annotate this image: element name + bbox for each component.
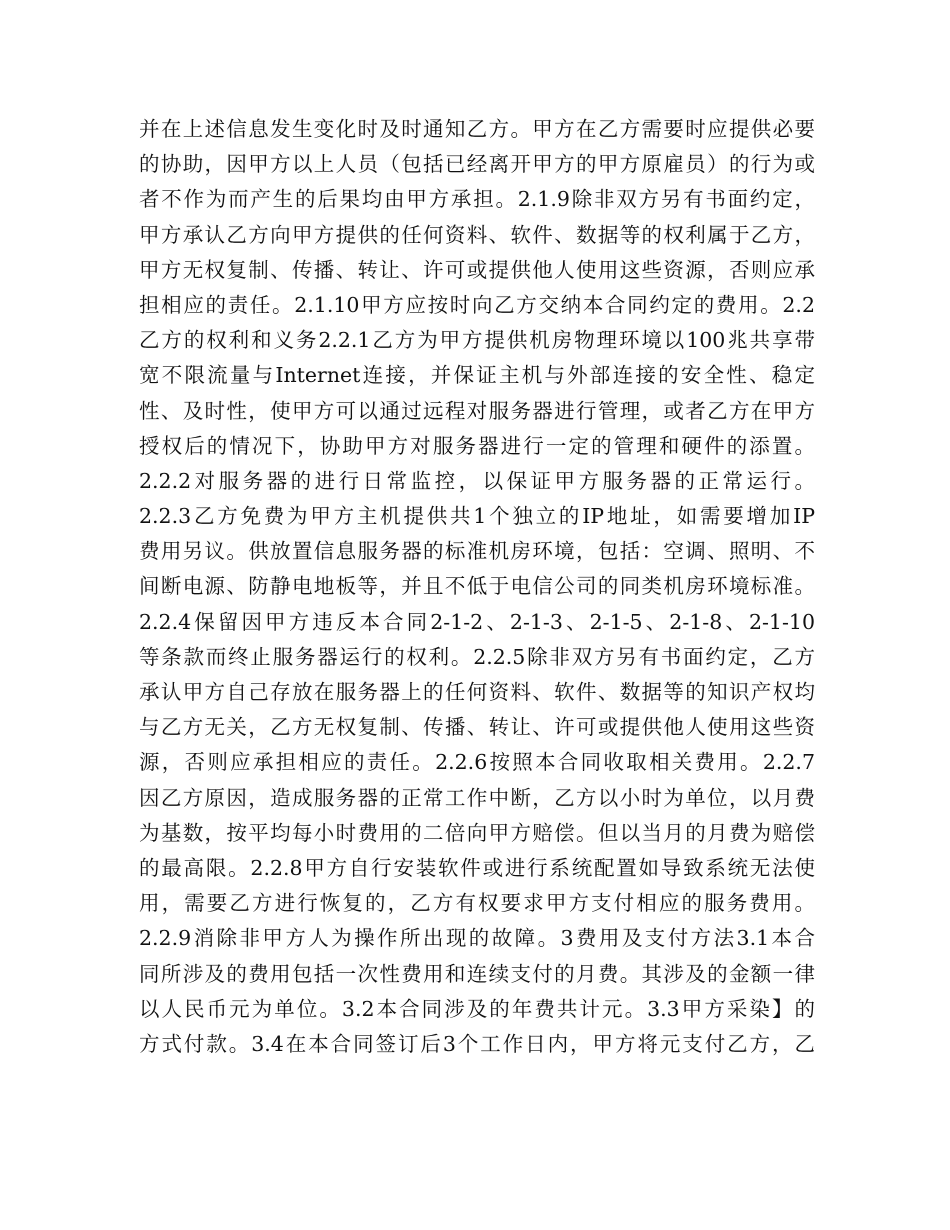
- text-line-10: 授权后的情况下，协助甲方对服务器进行一定的管理和硬件的添置。: [139, 433, 815, 458]
- text-line-21: 为基数，按平均每小时费用的二倍向甲方赔偿。但以当月的月费为赔偿: [139, 820, 815, 845]
- text-line-14: 间断电源、防静电地板等，并且不低于电信公司的同类机房环境标准。: [139, 574, 815, 599]
- text-line-5: 甲方无权复制、传播、转让、许可或提供他人使用这些资源，否则应承: [139, 257, 815, 282]
- text-line-13: 费用另议。供放置信息服务器的标准机房环境，包括：空调、照明、不: [139, 539, 815, 564]
- text-line-18: 与乙方无关，乙方无权复制、传播、转让、许可或提供他人使用这些资: [139, 715, 815, 740]
- text-line-6: 担相应的责任。2.1.10甲方应按时向乙方交纳本合同约定的费用。2.2: [139, 292, 815, 317]
- text-line-4: 甲方承认乙方向甲方提供的任何资料、软件、数据等的权利属于乙方，: [139, 222, 815, 247]
- text-line-12: 2.2.3乙方免费为甲方主机提供共1个独立的IP地址，如需要增加IP: [139, 504, 815, 529]
- text-line-27: 方式付款。3.4在本合同签订后3个工作日内，甲方将元支付乙方，乙: [139, 1031, 815, 1056]
- text-line-26: 以人民币元为单位。3.2本合同涉及的年费共计元。3.3甲方采染】的: [139, 996, 815, 1021]
- text-line-23: 用，需要乙方进行恢复的，乙方有权要求甲方支付相应的服务费用。: [139, 891, 815, 916]
- text-line-15: 2.2.4保留因甲方违反本合同2-1-2、2-1-3、2-1-5、2-1-8、2-1-10: [139, 609, 815, 634]
- text-line-1: 并在上述信息发生变化时及时通知乙方。甲方在乙方需要时应提供必要: [139, 117, 815, 141]
- text-line-17: 承认甲方自己存放在服务器上的任何资料、软件、数据等的知识产权均: [139, 680, 815, 704]
- text-line-24: 2.2.9消除非甲方人为操作所出现的故障。3费用及支付方法3.1本合: [139, 926, 815, 951]
- text-line-11: 2.2.2对服务器的进行日常监控，以保证甲方服务器的正常运行。: [139, 468, 815, 493]
- text-line-22: 的最高限。2.2.8甲方自行安装软件或进行系统配置如导致系统无法使: [139, 855, 815, 880]
- text-line-2: 的协助，因甲方以上人员（包括已经离开甲方的甲方原雇员）的行为或: [139, 152, 815, 177]
- text-line-7: 乙方的权利和义务2.2.1乙方为甲方提供机房物理环境以100兆共享带: [139, 328, 815, 353]
- text-line-25: 同所涉及的费用包括一次性费用和连续支付的月费。其涉及的金额一律: [139, 961, 815, 986]
- text-line-8: 宽不限流量与Internet连接，并保证主机与外部连接的安全性、稳定: [139, 363, 815, 388]
- text-line-9: 性、及时性，使甲方可以通过远程对服务器进行管理，或者乙方在甲方: [139, 398, 815, 423]
- contract-body-text: [139, 112, 815, 1062]
- text-line-16: 等条款而终止服务器运行的权利。2.2.5除非双方另有书面约定，乙方: [139, 644, 815, 669]
- text-line-3: 者不作为而产生的后果均由甲方承担。2.1.9除非双方另有书面约定，: [139, 187, 815, 212]
- text-line-20: 因乙方原因，造成服务器的正常工作中断，乙方以小时为单位，以月费: [139, 785, 815, 810]
- text-line-19: 源，否则应承担相应的责任。2.2.6按照本合同收取相关费用。2.2.7: [139, 750, 815, 775]
